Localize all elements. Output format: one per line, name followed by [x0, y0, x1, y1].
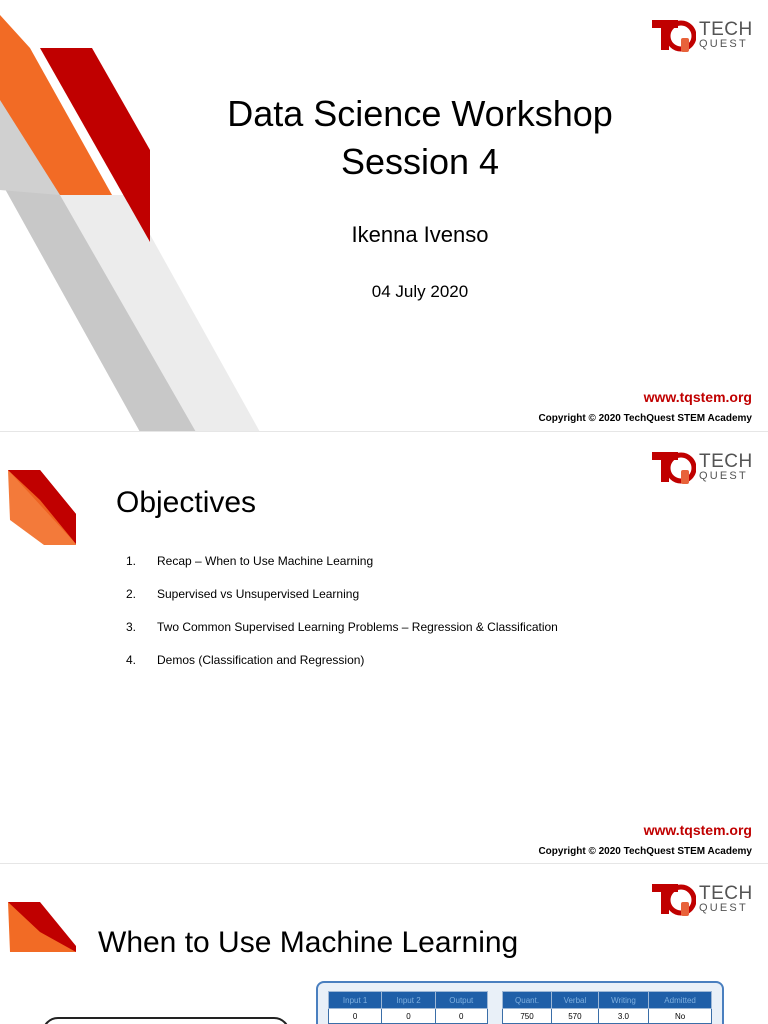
example-tables-panel [316, 981, 724, 1024]
logo-text-quest: QUEST [699, 902, 748, 914]
table-header: Input 1 [329, 992, 382, 1009]
table-header: Admitted [649, 992, 712, 1009]
presentation-title [130, 90, 710, 186]
logo-text-tech: TECH [699, 883, 753, 904]
techquest-logo-icon [650, 16, 696, 54]
techquest-logo-icon [650, 448, 696, 486]
item-number: 1. [126, 554, 137, 568]
objectives-list [126, 554, 558, 686]
website-url: www.tqstem.org [643, 822, 752, 838]
logic-table [328, 991, 488, 1024]
logo-text-tech: TECH [699, 451, 753, 472]
corner-accent-shape [0, 432, 90, 552]
logo-text-tech: TECH [699, 19, 753, 40]
table-cell: 570 [552, 1009, 599, 1024]
table-header: Quant. [503, 992, 552, 1009]
techquest-logo-icon [650, 880, 696, 918]
list-item [126, 554, 558, 587]
techquest-logo [650, 880, 753, 918]
table-row [329, 1009, 488, 1024]
item-text: Demos (Classification and Regression) [157, 653, 365, 667]
item-text: Supervised vs Unsupervised Learning [157, 587, 360, 601]
table-header: Output [435, 992, 487, 1009]
table-cell: 0 [329, 1009, 382, 1024]
table-header: Writing [598, 992, 648, 1009]
logo-text-quest: QUEST [699, 38, 748, 50]
presentation-date: 04 July 2020 [371, 282, 469, 301]
item-text: Two Common Supervised Learning Problems – Regression & Classification [157, 620, 558, 634]
title-slide [0, 0, 768, 432]
table-cell: 750 [503, 1009, 552, 1024]
table-cell: 0 [435, 1009, 487, 1024]
item-number: 4. [126, 653, 137, 667]
corner-accent-shape [0, 864, 90, 964]
decorative-stripes [0, 0, 260, 432]
slide-heading: When to Use Machine Learning [98, 926, 519, 959]
list-item [126, 653, 558, 686]
callout-box [42, 1017, 290, 1024]
table-cell: No [649, 1009, 712, 1024]
techquest-logo [650, 448, 753, 486]
techquest-logo [650, 16, 753, 54]
admissions-table [502, 991, 712, 1024]
list-item [126, 587, 558, 620]
table-header: Input 2 [382, 992, 435, 1009]
copyright-text: Copyright © 2020 TechQuest STEM Academy [538, 846, 752, 857]
list-item [126, 620, 558, 653]
item-number: 2. [126, 587, 137, 601]
objectives-slide [0, 432, 768, 864]
table-row [503, 1009, 712, 1024]
item-number: 3. [126, 620, 137, 634]
table-cell: 0 [382, 1009, 435, 1024]
copyright-text: Copyright © 2020 TechQuest STEM Academy [538, 413, 752, 424]
ml-usage-slide [0, 864, 768, 1024]
author-name: Ikenna Ivenso [351, 222, 489, 247]
table-cell: 3.0 [598, 1009, 648, 1024]
title-line-2: Session 4 [340, 141, 500, 182]
website-url: www.tqstem.org [643, 389, 752, 405]
table-header: Verbal [552, 992, 599, 1009]
objectives-heading: Objectives [116, 486, 257, 519]
logo-text-quest: QUEST [699, 470, 748, 482]
title-line-1: Data Science Workshop [227, 93, 613, 134]
item-text: Recap – When to Use Machine Learning [157, 554, 374, 568]
